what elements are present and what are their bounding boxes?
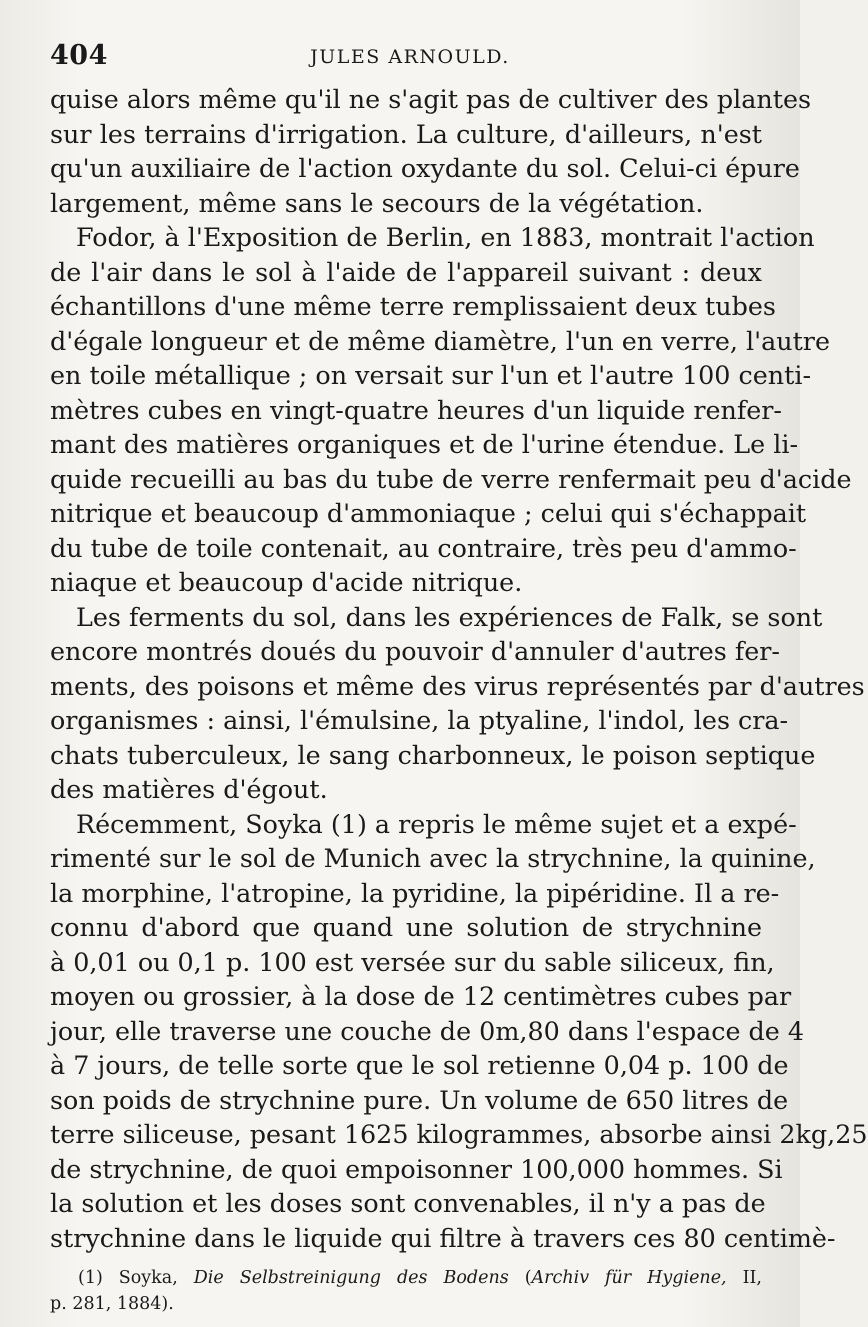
footnote-title: Die Selbstreinigung des Bodens [193, 1268, 509, 1288]
text-line: largement, même sans le secours de la végétation. [50, 187, 704, 218]
text-line: strychnine dans le liquide qui filtre à travers ces 80 centimè- [50, 1222, 836, 1253]
text-line: sur les terrains d'irrigation. La culture, d'ailleurs, n'est [50, 118, 762, 149]
text-line: chats tuberculeux, le sang charbonneux, le poison septique [50, 739, 816, 770]
text-line: à 7 jours, de telle sorte que le sol retienne 0,04 p. 100 de [50, 1050, 789, 1080]
text-line: Récemment, Soyka (1) a repris le même sujet et a expé- [76, 808, 797, 839]
text-line: Fodor, à l'Exposition de Berlin, en 1883, montrait l'action [76, 222, 815, 252]
footnote-marker: (1) Soyka, [78, 1268, 178, 1288]
page-number: 404 [50, 40, 108, 71]
body-text [50, 82, 868, 1255]
paragraph [50, 807, 868, 1256]
footnote-volume: II, [726, 1268, 762, 1288]
text-line: qu'un auxiliaire de l'action oxydante du sol. Celui-ci épure [50, 153, 800, 183]
text-line: moyen ou grossier, à la dose de 12 centimètres cubes par [50, 981, 792, 1011]
text-line: des matières d'égout. [50, 774, 328, 804]
text-line: organismes : ainsi, l'émulsine, la ptyaline, l'indol, les cra- [50, 705, 789, 735]
text-line: échantillons d'une même terre remplissaient deux tubes [50, 291, 776, 321]
footnote [50, 1265, 762, 1317]
page-header [50, 40, 770, 70]
text-line: de strychnine, de quoi empoisonner 100,000 hommes. Si [50, 1153, 783, 1184]
text-line: quise alors même qu'il ne s'agit pas de cultiver des plantes [50, 84, 812, 114]
text-line: terre siliceuse, pesant 1625 kilogrammes, absorbe ainsi 2kg,25 [50, 1119, 868, 1149]
paragraph [50, 600, 865, 807]
text-line: ments, des poisons et même des virus représentés par d'autres [50, 670, 865, 701]
text-line: mètres cubes en vingt-quatre heures d'un liquide renfer- [50, 394, 782, 425]
text-line: en toile métallique ; on versait sur l'un et l'autre 100 centi- [50, 360, 812, 390]
text-line: nitrique et beaucoup d'ammoniaque ; celui qui s'échappait [50, 498, 807, 528]
paragraph [50, 82, 812, 220]
footnote-line-2: p. 281, 1884). [50, 1294, 174, 1314]
text-line: de l'air dans le sol à l'aide de l'appareil suivant : deux [50, 256, 762, 287]
footnote-line-1 [50, 1265, 762, 1291]
footnote-source-open: ( [524, 1268, 532, 1288]
text-line: rimenté sur le sol de Munich avec la strychnine, la quinine, [50, 843, 816, 873]
text-line: mant des matières organiques et de l'urine étendue. Le li- [50, 429, 799, 459]
footnote-journal: Archiv für Hygiene, [531, 1268, 727, 1288]
text-line: Les ferments du sol, dans les expériences de Falk, se sont [76, 601, 823, 632]
text-line: à 0,01 ou 0,1 p. 100 est versée sur du sable siliceux, fin, [50, 946, 775, 977]
text-line: quide recueilli au bas du tube de verre renfermait peu d'acide [50, 463, 852, 494]
text-line: connu d'abord que quand une solution de strychnine [50, 912, 762, 942]
text-line: son poids de strychnine pure. Un volume de 650 litres de [50, 1084, 789, 1115]
text-line: du tube de toile contenait, au contraire, très peu d'ammo- [50, 532, 797, 563]
text-line: niaque et beaucoup d'acide nitrique. [50, 567, 523, 597]
running-head: JULES ARNOULD. [310, 46, 510, 68]
text-line: d'égale longueur et de même diamètre, l'un en verre, l'autre [50, 325, 830, 356]
text-line: la solution et les doses sont convenables, il n'y a pas de [50, 1188, 766, 1218]
text-line: encore montrés doués du pouvoir d'annuler d'autres fer- [50, 636, 780, 666]
paragraph [50, 220, 852, 600]
text-line: la morphine, l'atropine, la pyridine, la pipéridine. Il a re- [50, 877, 780, 908]
text-line: jour, elle traverse une couche de 0m,80 dans l'espace de 4 [50, 1015, 805, 1046]
